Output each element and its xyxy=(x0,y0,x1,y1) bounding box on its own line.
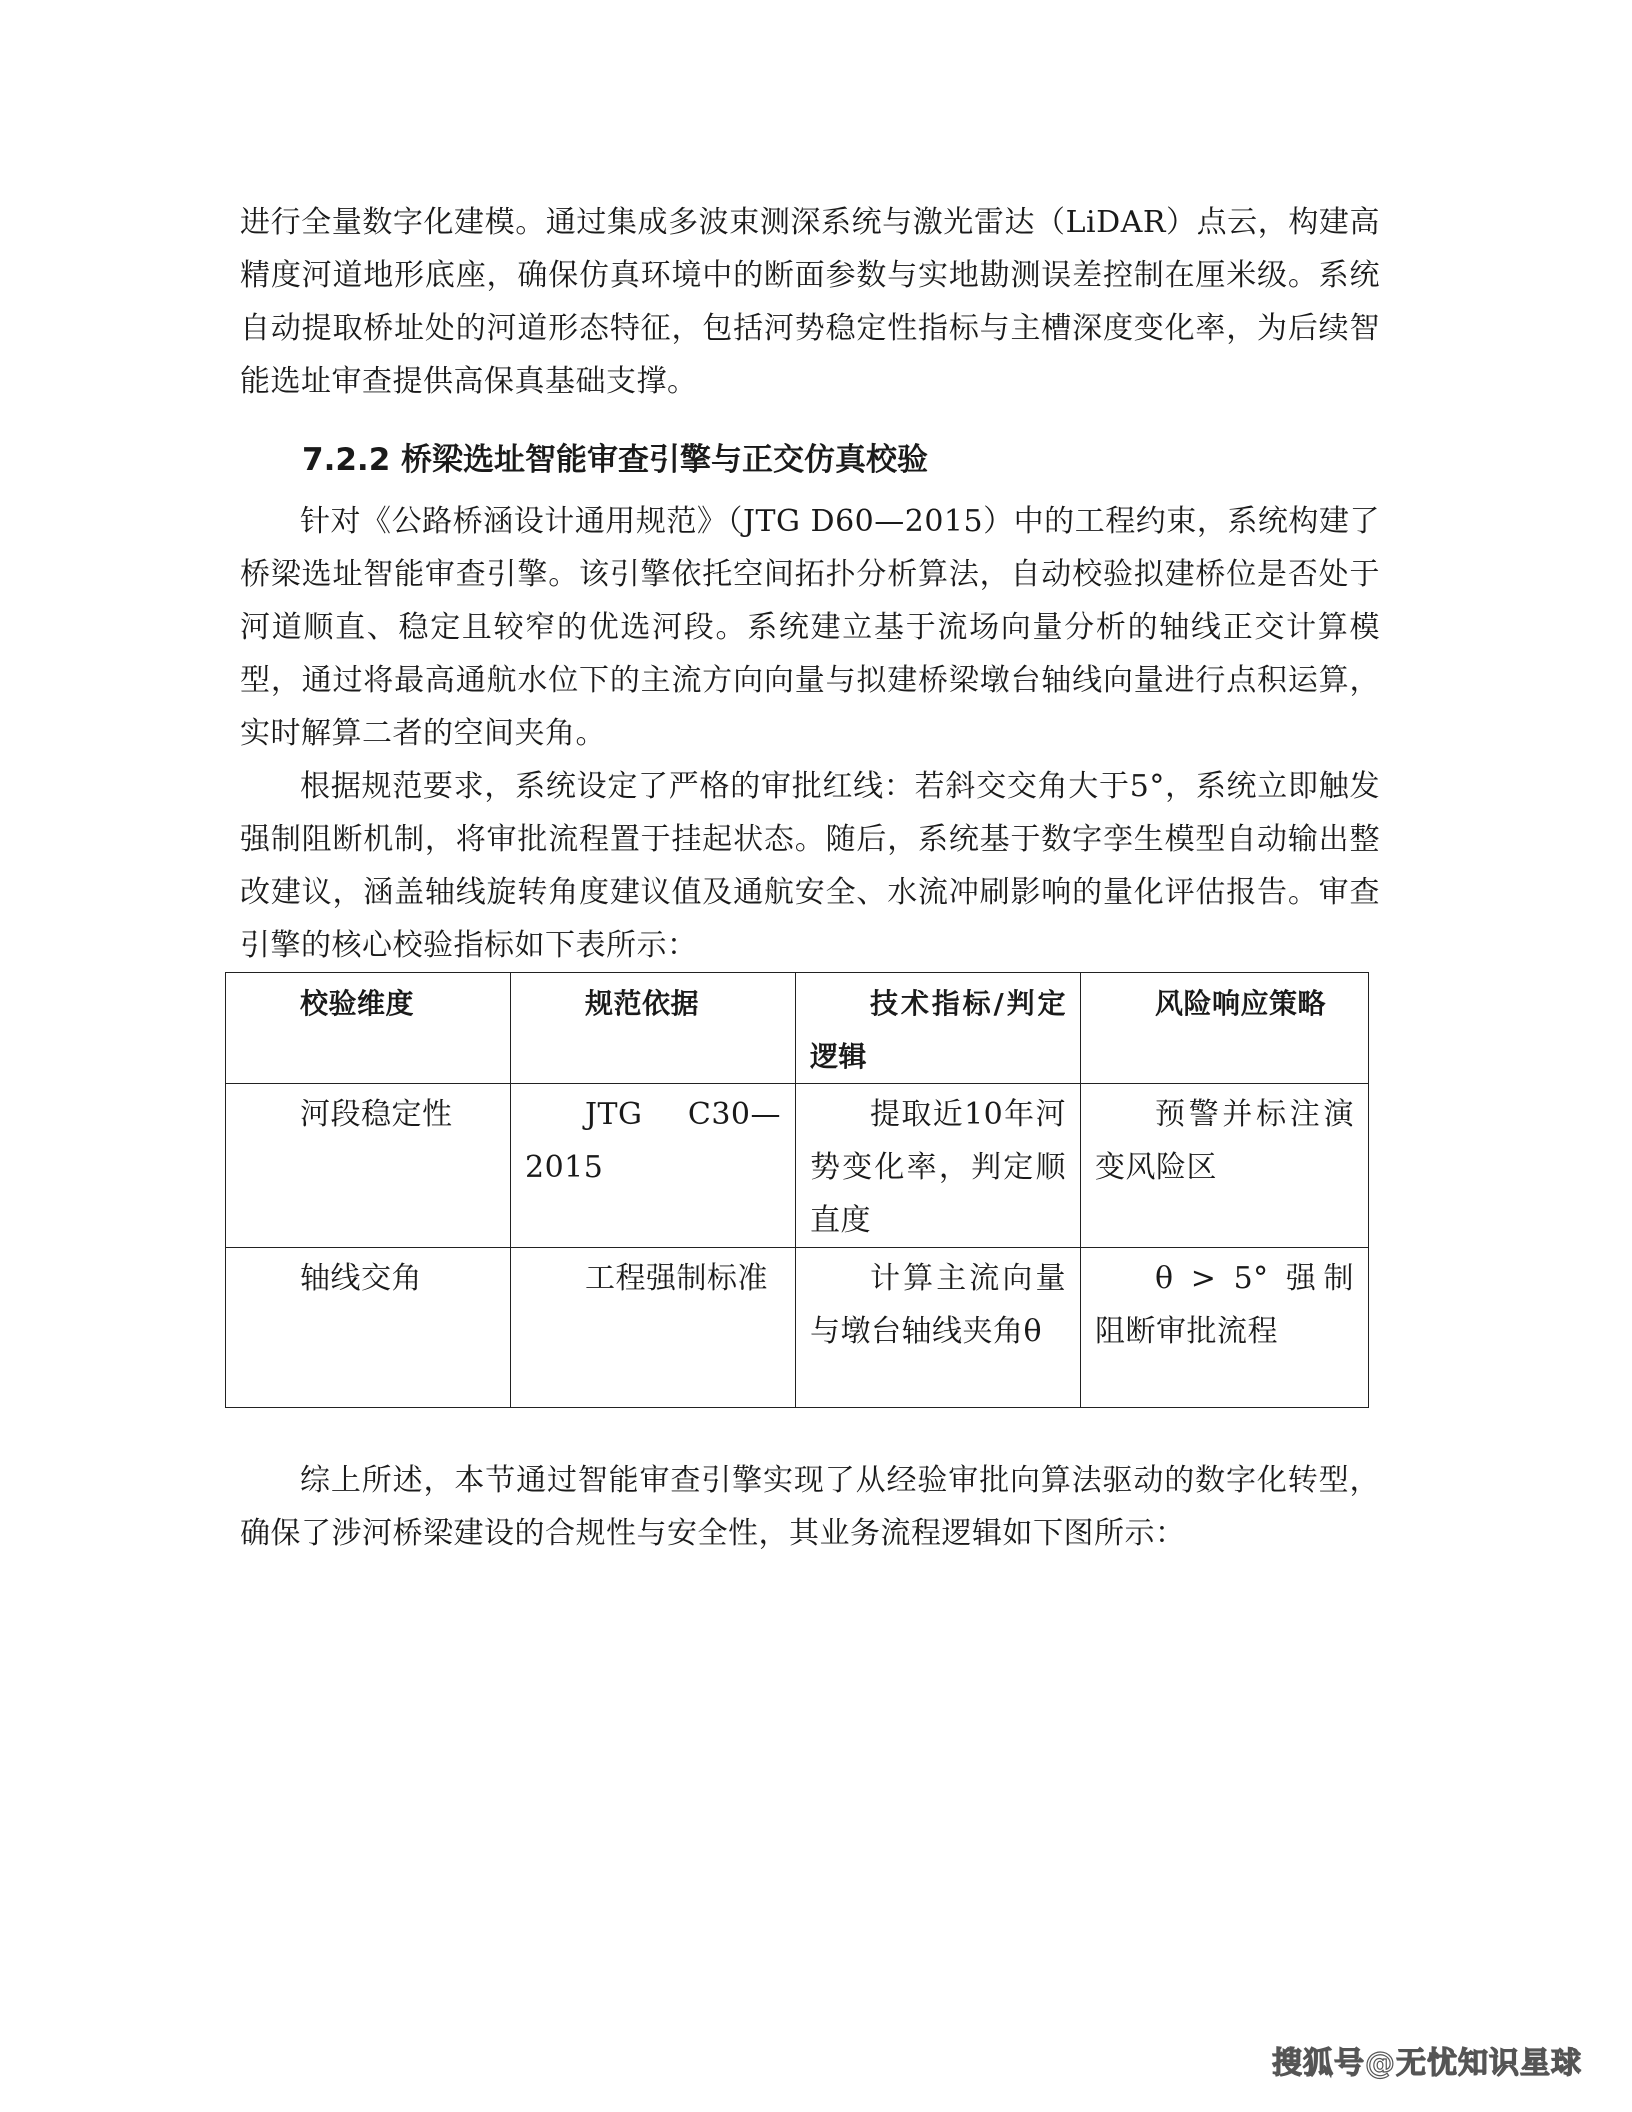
table-header-cell: 校验维度 xyxy=(226,973,511,1084)
section-heading: 7.2.2 桥梁选址智能审查引擎与正交仿真校验 xyxy=(302,442,929,478)
table-cell: 工程强制标准 xyxy=(511,1248,796,1408)
table-cell: JTG C30—2015 xyxy=(511,1084,796,1248)
table-cell: 河段稳定性 xyxy=(226,1084,511,1248)
table-cell: 预警并标注演变风险区 xyxy=(1081,1084,1369,1248)
watermark-text: 搜狐号@无忧知识星球 xyxy=(1272,2046,1582,2081)
paragraph-redline: 根据规范要求，系统设定了严格的审批红线：若斜交交角大于5°，系统立即触发强制阻断机制，将审批流程置于挂起状态。随后，系统基于数字孪生模型自动输出整改建议，涵盖轴线旋转角度建议值及通航安全、水流冲刷影响的量化评估报告。审查引擎的核心校验指标如下表所示： xyxy=(240,769,1380,963)
paragraph-intro: 进行全量数字化建模。通过集成多波束测深系统与激光雷达（LiDAR）点云，构建高精度河道地形底座，确保仿真环境中的断面参数与实地勘测误差控制在厘米级。系统自动提取桥址处的河道形态特征，包括河势稳定性指标与主槽深度变化率，为后续智能选址审查提供高保真基础支撑。 xyxy=(240,205,1380,399)
table-header-row xyxy=(226,973,1369,1084)
table-cell: 计算主流向量与墩台轴线夹角θ xyxy=(796,1248,1081,1408)
paragraph-summary: 综上所述，本节通过智能审查引擎实现了从经验审批向算法驱动的数字化转型，确保了涉河桥梁建设的合规性与安全性，其业务流程逻辑如下图所示： xyxy=(240,1463,1380,1551)
table-cell: θ > 5° 强制阻断审批流程 xyxy=(1081,1248,1369,1408)
table-row xyxy=(226,1248,1369,1408)
paragraph-engine: 针对《公路桥涵设计通用规范》（JTG D60—2015）中的工程约束，系统构建了桥梁选址智能审查引擎。该引擎依托空间拓扑分析算法，自动校验拟建桥位是否处于河道顺直、稳定且较窄的优选河段。系统建立基于流场向量分析的轴线正交计算模型，通过将最高通航水位下的主流方向向量与拟建桥梁墩台轴线向量进行点积运算，实时解算二者的空间夹角。 xyxy=(240,504,1380,751)
table-cell: 轴线交角 xyxy=(226,1248,511,1408)
table-header-cell: 技术指标/判定逻辑 xyxy=(796,973,1081,1084)
table-header-cell: 规范依据 xyxy=(511,973,796,1084)
check-indicator-table xyxy=(225,972,1369,1408)
table-cell: 提取近10年河势变化率，判定顺直度 xyxy=(796,1084,1081,1248)
table-header-cell: 风险响应策略 xyxy=(1081,973,1369,1084)
table-row xyxy=(226,1084,1369,1248)
